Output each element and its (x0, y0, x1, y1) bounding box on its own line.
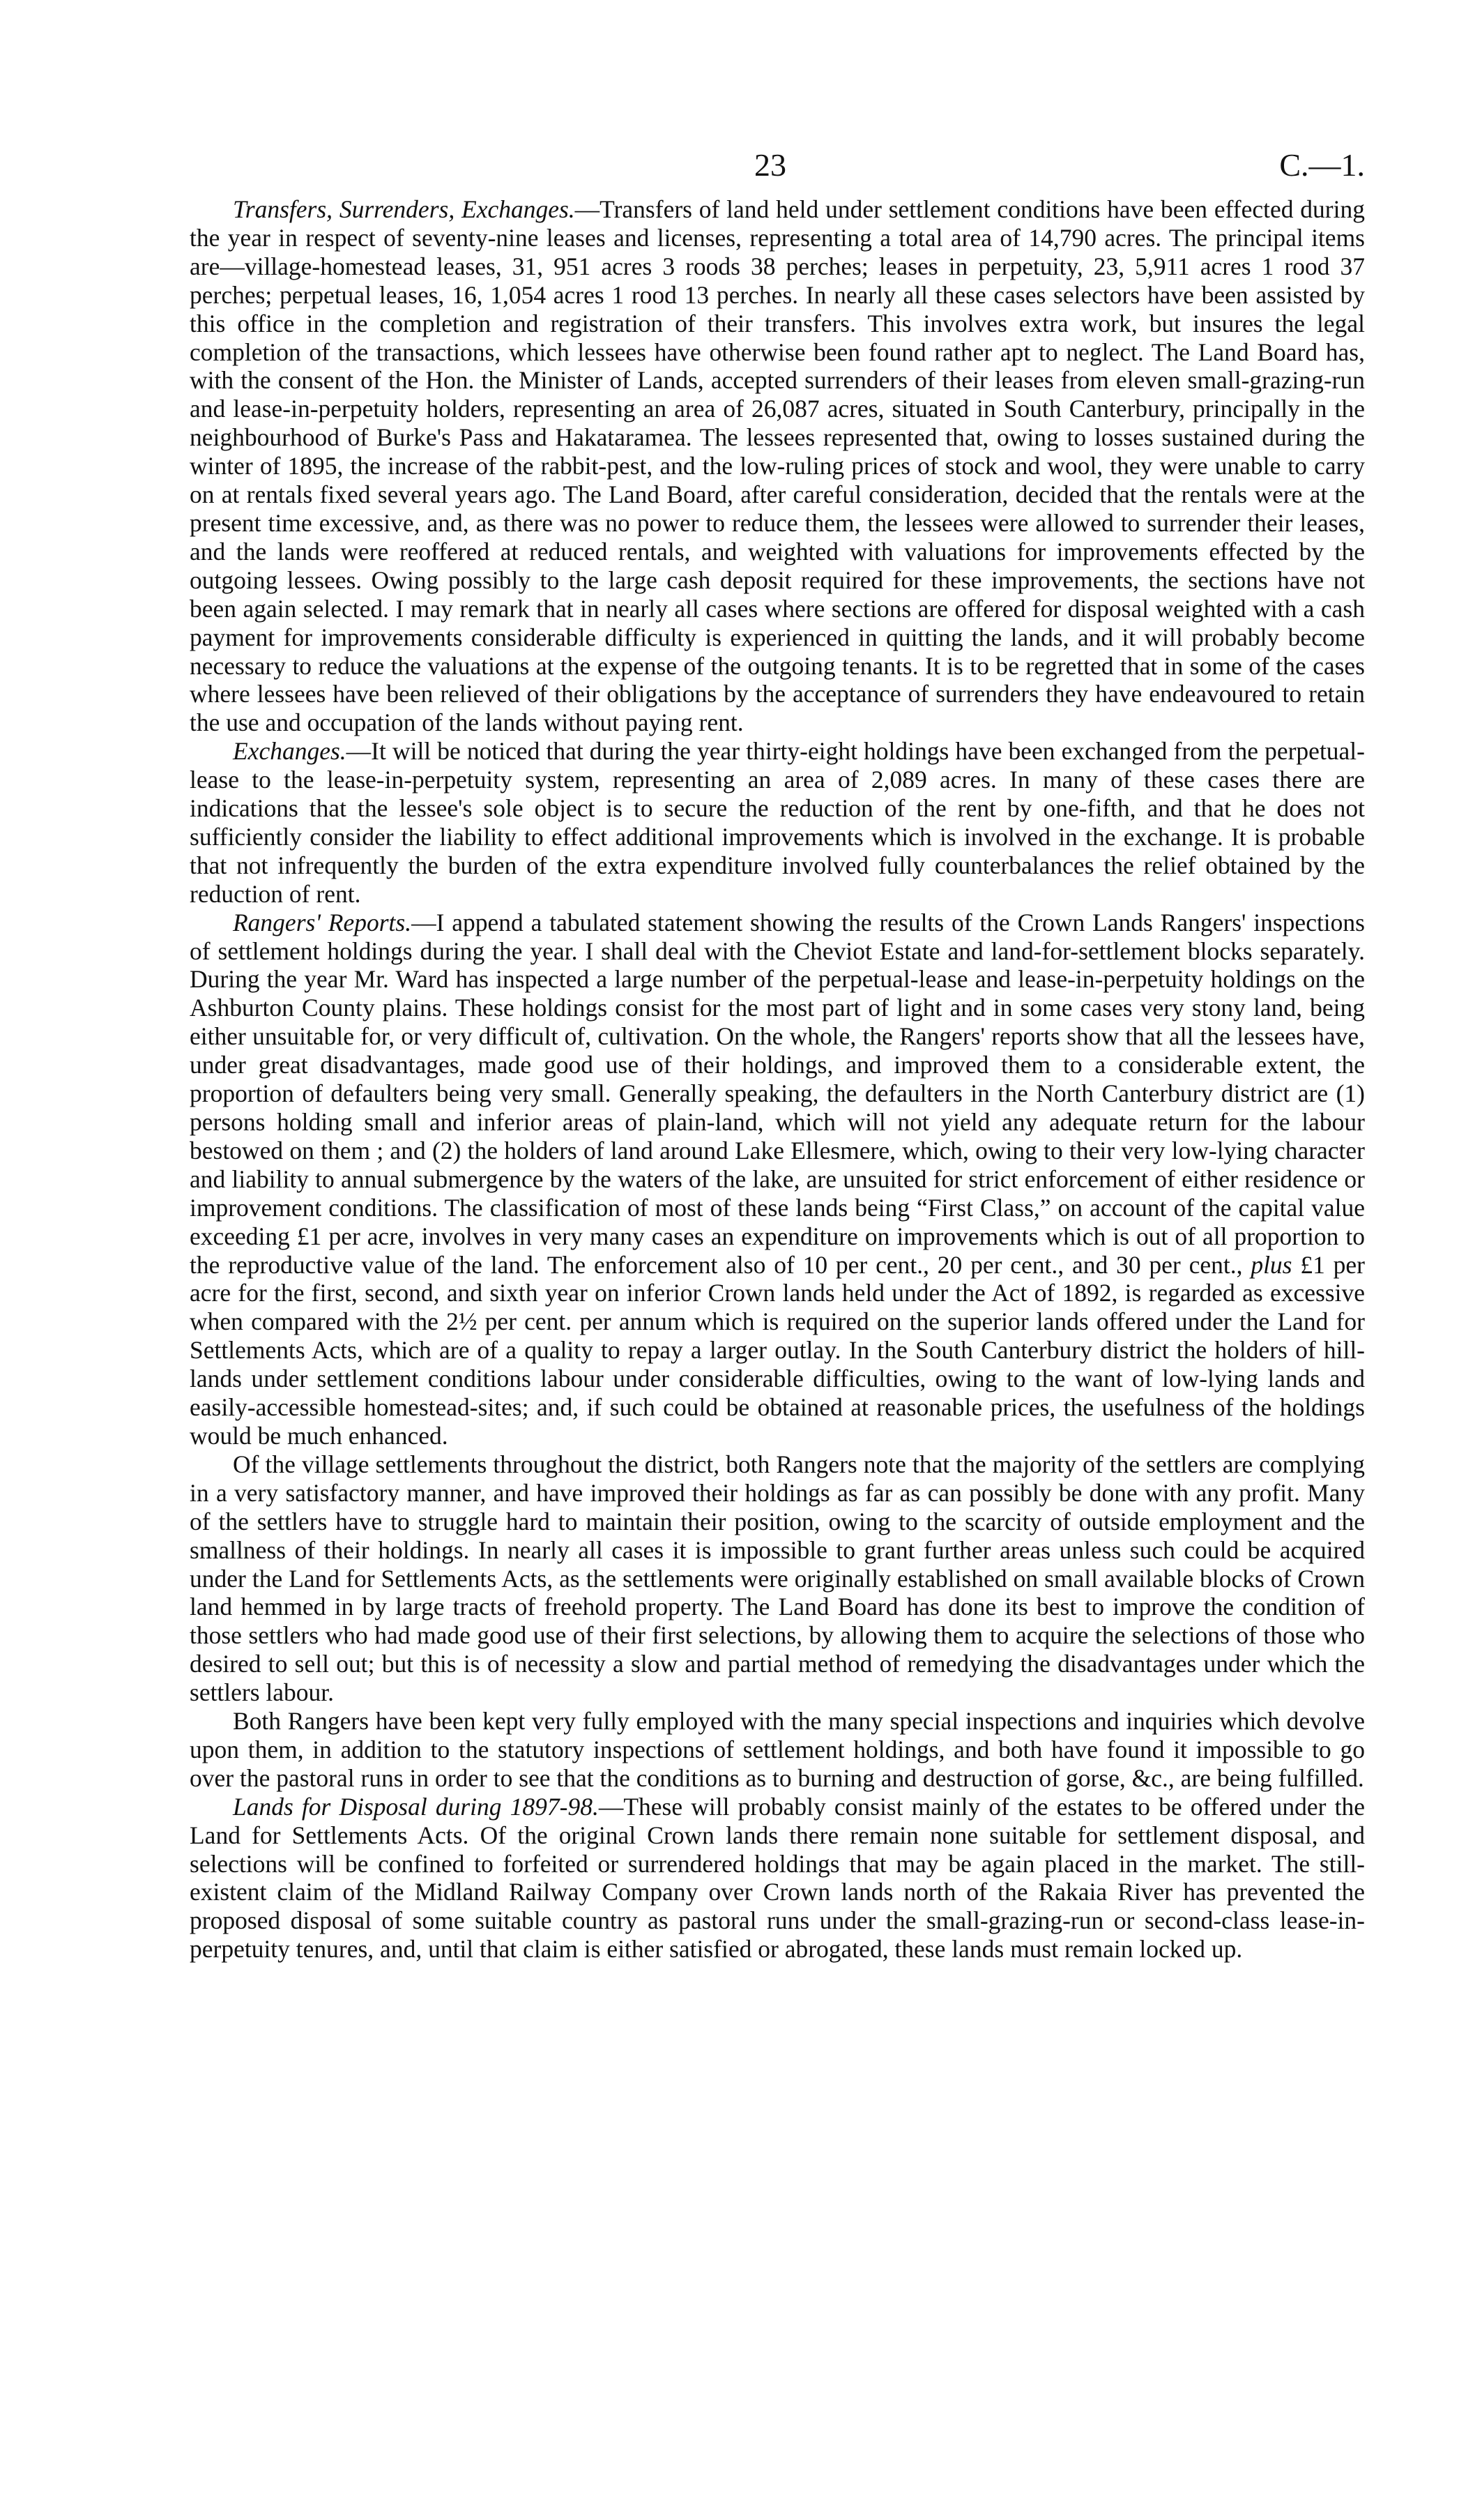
paragraph-rangers-employment (190, 1707, 1365, 1793)
page-number: 23 (754, 147, 786, 183)
paragraph-heading: Lands for Disposal during 1897-98. (233, 1792, 599, 1821)
paragraph-village-settlements (190, 1450, 1365, 1707)
page-header (190, 146, 1365, 195)
paragraph-lands-for-disposal (190, 1793, 1365, 1964)
paragraph-heading: Rangers' Reports. (233, 908, 412, 936)
body-text (190, 195, 1365, 1964)
paragraph-transfers (190, 195, 1365, 737)
paragraph-text: £1 per acre for the first, second, and sixth year on inferior Crown lands held under the Act of 1892, is regarded as excessive when compared with the 2½ per cent. per annum which is required on the superior lands offered under the Land for Settlements Acts, which are of a quality to repay a larger outlay. In the South Canterbury district the holders of hill-lands under settlement conditions labour under considerable difficulties, owing to the want of low-lying lands and easily-accessible homestead-sites; and, if such could be obtained at reasonable prices, the usefulness of the holdings would be much enhanced. (190, 1250, 1366, 1450)
paragraph-rangers-reports (190, 909, 1365, 1450)
paragraph-heading: Exchanges. (233, 737, 346, 766)
emphasis-text: plus (1251, 1250, 1292, 1279)
document-series-code: C.—1. (1279, 147, 1365, 183)
paragraph-text: Both Rangers have been kept very fully employed with the many special inspections and inquiries which devolve upon them, in addition to the statutory inspections of settlement holdings, and both have found it impossible to go over the pastoral runs in order to see that the conditions as to burning and destruction of gorse, &c., are being fulfilled. (190, 1707, 1365, 1792)
paragraph-text: —It will be noticed that during the year thirty-eight holdings have been exchanged from the perpetual-lease to the lease-in-perpetuity system, representing an area of 2,089 acres. In many of these cases there are indications that the lessee's sole object is to secure the reduction of the rent by one-fifth, and that he does not sufficiently consider the liability to effect additional improvements which is involved in the exchange. It is probable that not infrequently the burden of the extra expenditure involved fully counterbalances the relief obtained by the reduction of rent. (190, 737, 1365, 908)
paragraph-text: —Transfers of land held under settlement conditions have been effected during the year in respect of seventy-nine leases and licenses, representing a total area of 14,790 acres. The principal items are—village-homestead leases, 31, 951 acres 3 roods 38 perches; leases in perpetuity, 23, 5,911 acres 1 rood 37 perches; perpetual leases, 16, 1,054 acres 1 rood 13 perches. In nearly all these cases selectors have been assisted by this office in the completion and registration of their transfers. This involves extra work, but insures the legal completion of the transactions, which lessees have otherwise been found rather apt to neglect. The Land Board has, with the consent of the Hon. the Minister of Lands, accepted surrenders of their leases from eleven small-grazing-run and lease-in-perpetuity holders, representing an area of 26,087 acres, situated in South Canterbury, principally in the neighbourhood of Burke's Pass and Hakataramea. The lessees represented that, owing to losses sustained during the winter of 1895, the increase of the rabbit-pest, and the low-ruling prices of stock and wool, they were unable to carry on at rentals fixed several years ago. The Land Board, after careful consideration, decided that the rentals were at the present time excessive, and, as there was no power to reduce them, the lessees were allowed to surrender their leases, and the lands were reoffered at reduced rentals, and weighted with valuations for improvements effected by the outgoing lessees. Owing possibly to the large cash deposit required for these improvements, the sections have not been again selected. I may remark that in nearly all cases where sections are offered for disposal weighted with a cash payment for improvements considerable difficulty is experienced in quitting the lands, and it will probably become necessary to reduce the valuations at the expense of the outgoing tenants. It is to be regretted that in some of the cases where lessees have been relieved of their obligations by the acceptance of surrenders they have endeavoured to retain the use and occupation of the lands without paying rent. (190, 195, 1365, 737)
paragraph-text: —I append a tabulated statement showing the results of the Crown Lands Rangers' inspections of settlement holdings during the year. I shall deal with the Cheviot Estate and land-for-settlement blocks separately. During the year Mr. Ward has inspected a large number of the perpetual-lease and lease-in-perpetuity holdings on the Ashburton County plains. These holdings consist for the most part of light and in some cases very stony land, being either unsuitable for, or very difficult of, cultivation. On the whole, the Rangers' reports show that all the lessees have, under great disadvantages, made good use of their holdings, and improved them to a considerable extent, the proportion of defaulters being very small. Generally speaking, the defaulters in the North Canterbury district are (1) persons holding small and inferior areas of plain-land, which will not yield any adequate return for the labour bestowed on them ; and (2) the holders of land around Lake Ellesmere, which, owing to their very low-lying character and liability to annual submergence by the waters of the lake, are unsuited for strict enforcement of either residence or improvement conditions. The classification of most of these lands being “First Class,” on account of the capital value exceeding £1 per acre, involves in very many cases an expenditure on improvements which is out of all proportion to the reproductive value of the land. The enforcement also of 10 per cent., 20 per cent., and 30 per cent., (190, 908, 1365, 1279)
paragraph-text: —These will probably consist mainly of the estates to be offered under the Land for Settlements Acts. Of the original Crown lands there remain none suitable for settlement disposal, and selections will be confined to forfeited or surrendered holdings that may be again placed in the market. The still-existent claim of the Midland Railway Company over Crown lands north of the Rakaia River has prevented the proposed disposal of some suitable country as pastoral runs under the small-grazing-run or second-class lease-in-perpetuity tenures, and, until that claim is either satisfied or abrogated, these lands must remain locked up. (190, 1792, 1365, 1964)
paragraph-exchanges (190, 737, 1365, 908)
paragraph-heading: Transfers, Surrenders, Exchanges. (233, 195, 575, 223)
paragraph-text: Of the village settlements throughout the district, both Rangers note that the majority of the settlers are complying in a very satisfactory manner, and have improved their holdings as far as can possibly be done with any profit. Many of the settlers have to struggle hard to maintain their position, owing to the scarcity of outside employment and the smallness of their holdings. In nearly all cases it is impossible to grant further areas unless such could be acquired under the Land for Settlements Acts, as the settlements were originally established on small available blocks of Crown land hemmed in by large tracts of freehold property. The Land Board has done its best to improve the condition of those settlers who had made good use of their first selections, by allowing them to acquire the selections of those who desired to sell out; but this is of necessity a slow and partial method of remedying the disadvantages under which the settlers labour. (190, 1450, 1365, 1707)
